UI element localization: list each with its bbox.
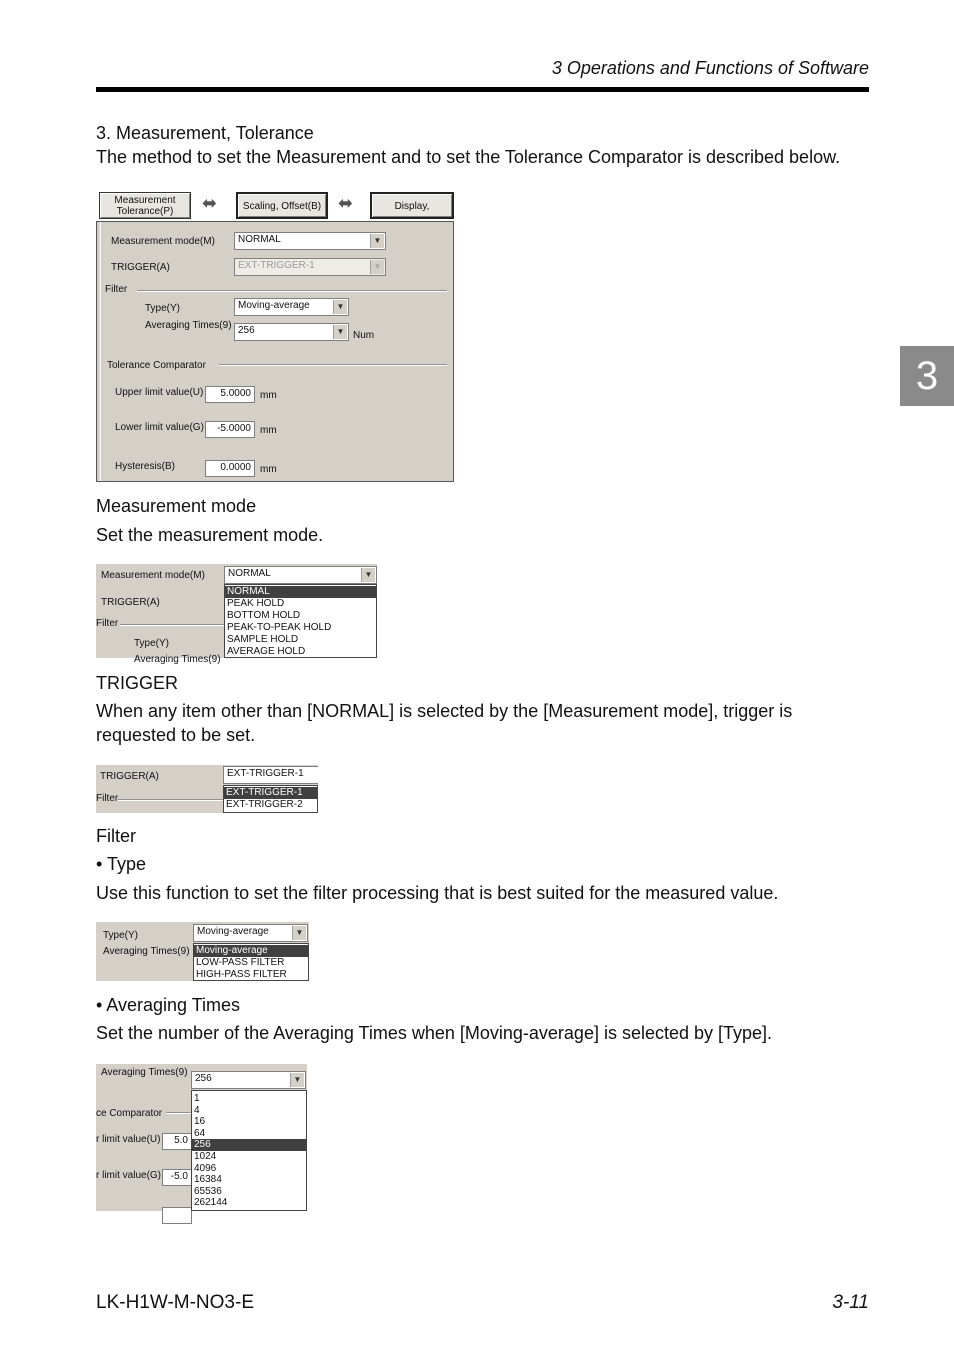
section-heading: 3. Measurement, Tolerance	[96, 123, 314, 143]
dropdown-option[interactable]: SAMPLE HOLD	[227, 634, 299, 645]
lower-limit-label: Lower limit value(G)	[115, 422, 204, 433]
type-options	[193, 943, 309, 981]
dropdown-option[interactable]: 1024	[194, 1150, 217, 1162]
averaging-times-value: 256	[195, 1073, 212, 1084]
type-label: Type(Y)	[134, 638, 170, 649]
lower-limit-label-partial: r limit value(G)	[96, 1170, 162, 1181]
upper-unit: mm	[260, 390, 277, 401]
filter-group-line	[137, 290, 447, 292]
type-select[interactable]	[234, 298, 349, 316]
upper-limit-input[interactable]: 5.0000	[205, 386, 255, 403]
measurement-mode-value: NORMAL	[238, 234, 281, 245]
trigger-label: TRIGGER(A)	[101, 597, 160, 608]
dropdown-option[interactable]: EXT-TRIGGER-1	[224, 787, 317, 799]
averaging-times-label: Averaging Times(9)	[134, 654, 221, 665]
type-description: Use this function to set the filter processing that is best suited for the measured value.	[96, 883, 779, 903]
dropdown-option[interactable]: Moving-average	[194, 945, 308, 957]
measurement-mode-select[interactable]	[234, 232, 386, 250]
trigger-value: EXT-TRIGGER-1	[238, 260, 315, 271]
tab-label-line1: Measurement	[114, 195, 176, 206]
dropdown-option[interactable]: PEAK HOLD	[227, 598, 285, 609]
dialog-body	[96, 221, 454, 482]
type-value: Moving-average	[238, 300, 310, 311]
trigger-value: EXT-TRIGGER-1	[227, 768, 304, 779]
dropdown-option[interactable]: 16	[194, 1116, 206, 1128]
trigger-label: TRIGGER(A)	[100, 771, 159, 782]
measurement-mode-options	[224, 584, 377, 658]
tab-scaling-offset[interactable]: Scaling, Offset(B)	[236, 192, 328, 219]
tab-measurement-tolerance[interactable]	[99, 192, 191, 219]
chevron-down-icon[interactable]: ▼	[333, 325, 347, 339]
tolerance-label-partial: ce Comparator	[96, 1108, 163, 1119]
filter-label: Filter	[96, 618, 119, 629]
tab-label-line2: Tolerance(P)	[116, 206, 174, 217]
header-rule	[96, 87, 869, 92]
hysteresis-unit: mm	[260, 464, 277, 475]
averaging-times-label: Averaging Times(9)	[103, 946, 190, 957]
averaging-times-label: Averaging Times(9)	[145, 320, 232, 331]
trigger-screenshot	[96, 765, 318, 813]
lower-unit: mm	[260, 425, 277, 436]
measurement-mode-label: Measurement mode(M)	[101, 570, 205, 581]
filter-title: Filter	[96, 826, 136, 846]
measurement-mode-label: Measurement mode(M)	[111, 236, 215, 247]
filter-label: Filter	[96, 793, 119, 804]
trigger-text-line1: When any item other than [NORMAL] is selected by the [Measurement mode], trigger is	[96, 701, 793, 721]
trigger-text-line2: requested to be set.	[96, 725, 256, 745]
chapter-tab: 3	[900, 346, 954, 406]
type-label: Type(Y)	[103, 930, 139, 941]
averaging-times-select[interactable]	[191, 1071, 306, 1089]
trigger-select[interactable]	[234, 258, 386, 276]
dropdown-option[interactable]: 1	[194, 1093, 200, 1104]
dropdown-option[interactable]: NORMAL	[225, 586, 376, 598]
tolerance-group-line	[219, 364, 447, 366]
averaging-times-options	[191, 1090, 307, 1211]
trigger-select[interactable]	[223, 766, 318, 784]
dropdown-option[interactable]: 4096	[194, 1162, 217, 1174]
chevron-down-icon[interactable]: ▼	[290, 1073, 304, 1087]
dropdown-option[interactable]: BOTTOM HOLD	[227, 610, 301, 621]
chevron-down-icon[interactable]: ▼	[292, 926, 306, 940]
dropdown-option[interactable]: LOW-PASS FILTER	[196, 957, 285, 968]
dropdown-option[interactable]: 64	[194, 1127, 206, 1139]
dropdown-option[interactable]: HIGH-PASS FILTER	[196, 969, 287, 980]
running-title: 3 Operations and Functions of Software	[551, 58, 869, 78]
averaging-unit: Num	[353, 330, 375, 341]
chevron-down-icon[interactable]: ▼	[370, 260, 384, 274]
dropdown-option[interactable]: AVERAGE HOLD	[227, 646, 306, 657]
measurement-mode-title: Measurement mode	[96, 496, 257, 516]
upper-limit-label: Upper limit value(U)	[115, 387, 204, 398]
trigger-title: TRIGGER	[96, 673, 179, 693]
settings-dialog	[96, 189, 454, 482]
type-label: Type(Y)	[145, 303, 181, 314]
hysteresis-input[interactable]: 0.0000	[205, 460, 255, 477]
measurement-mode-screenshot	[96, 564, 377, 665]
trigger-options	[223, 785, 318, 813]
section-intro: The method to set the Measurement and to set the Tolerance Comparator is described below.	[96, 147, 841, 167]
chevron-down-icon[interactable]: ▼	[361, 568, 375, 582]
type-select[interactable]	[193, 924, 308, 942]
tolerance-group-label: Tolerance Comparator	[107, 360, 206, 371]
trigger-label: TRIGGER(A)	[111, 262, 170, 273]
averaging-times-select[interactable]	[234, 323, 349, 341]
measurement-mode-select[interactable]	[224, 566, 377, 584]
lower-limit-input[interactable]: -5.0000	[205, 421, 255, 438]
measurement-mode-text: Set the measurement mode.	[96, 525, 324, 545]
averaging-times-screenshot	[96, 1064, 307, 1211]
chevron-down-icon[interactable]: ▼	[333, 300, 347, 314]
double-arrow-icon: ⬌	[338, 193, 354, 213]
double-arrow-icon: ⬌	[202, 193, 218, 213]
averaging-description: Set the number of the Averaging Times when [Moving-average] is selected by [Type].	[96, 1023, 773, 1043]
bullet-averaging-times: • Averaging Times	[96, 995, 241, 1015]
filter-group-label: Filter	[105, 284, 128, 295]
measurement-mode-value: NORMAL	[228, 568, 271, 579]
dropdown-option[interactable]: 16384	[194, 1174, 222, 1186]
page-number: 3-11	[832, 1292, 869, 1313]
tab-display-analog[interactable]: Display,	[370, 192, 454, 219]
type-screenshot	[96, 922, 309, 981]
dropdown-option[interactable]: 65536	[194, 1185, 222, 1197]
averaging-times-value: 256	[238, 325, 255, 336]
upper-limit-label-partial: r limit value(U)	[96, 1134, 161, 1145]
dropdown-option[interactable]: EXT-TRIGGER-2	[226, 799, 303, 810]
upper-limit-input-partial[interactable]: 5.0	[162, 1133, 192, 1150]
dropdown-option[interactable]: 4	[194, 1104, 200, 1116]
averaging-times-label: Averaging Times(9)	[101, 1067, 188, 1078]
dropdown-option[interactable]: 256	[192, 1139, 306, 1151]
lower-limit-input-partial[interactable]: -5.0	[162, 1169, 192, 1186]
hysteresis-label: Hysteresis(B)	[115, 461, 176, 472]
chevron-down-icon[interactable]: ▼	[370, 234, 384, 248]
dropdown-option[interactable]: 262144	[194, 1197, 228, 1209]
dropdown-option[interactable]: PEAK-TO-PEAK HOLD	[227, 622, 332, 633]
type-value: Moving-average	[197, 926, 269, 937]
bullet-type: • Type	[96, 854, 147, 874]
doc-code: LK-H1W-M-NO3-E	[96, 1292, 254, 1313]
